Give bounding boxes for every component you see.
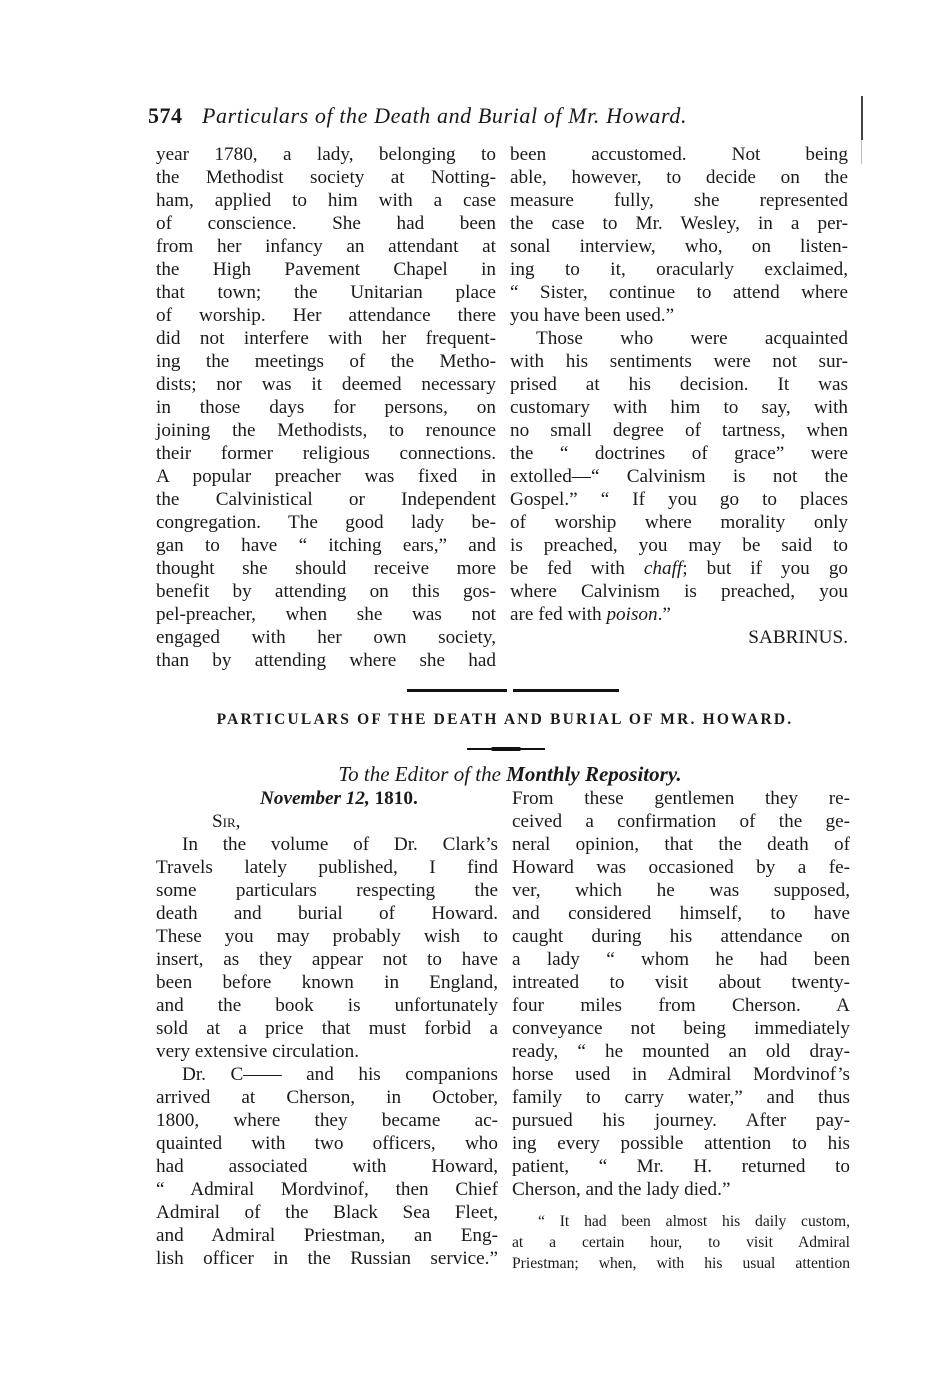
bottom-right-column [512, 787, 850, 1274]
italic-word-poison: poison [606, 604, 658, 625]
text-line: benefit by attending on this gos- [156, 581, 496, 602]
salutation: Sir, [212, 811, 241, 832]
text-line: ing every possible attention to his [512, 1133, 850, 1154]
text-line: thought she should receive more [156, 558, 496, 579]
text-line: 1800, where they became ac- [156, 1110, 498, 1131]
section-title: PARTICULARS OF THE DEATH AND BURIAL OF MR. HOWARD. [216, 711, 794, 728]
text-line: very extensive circulation. [156, 1041, 359, 1062]
top-left-column [156, 143, 496, 672]
text-line: neral opinion, that the death of [512, 834, 850, 855]
text-line: extolled—“ Calvinism is not the [510, 466, 848, 487]
text-line: sold at a price that must forbid a [156, 1018, 498, 1039]
text-line: ing the meetings of the Metho- [156, 351, 496, 372]
footnote [512, 1211, 850, 1274]
text-line: caught during his attendance on [512, 926, 850, 947]
text-line: pel-preacher, when she was not [156, 604, 496, 625]
text-line: From these gentlemen they re- [512, 788, 850, 809]
text-line: Dr. C—— and his companions [182, 1064, 498, 1085]
text-line: horse used in Admiral Mordvinof’s [512, 1064, 850, 1085]
text-line: able, however, to decide on the [510, 167, 848, 188]
italic-word-chaff: chaff [643, 558, 683, 579]
text-line: dists; nor was it deemed necessary [156, 374, 496, 395]
text-line: of worship. Her attendance there [156, 305, 496, 326]
text-line: four miles from Cherson. A [512, 995, 850, 1016]
text-line: conveyance not being immediately [512, 1018, 850, 1039]
text-line: “ Admiral Mordvinof, then Chief [156, 1179, 498, 1200]
text-line: prised at his decision. It was [510, 374, 848, 395]
text-line: the case to Mr. Wesley, in a per- [510, 213, 848, 234]
page-edge-mark [861, 96, 863, 140]
text-line: the “ doctrines of grace” were [510, 443, 848, 464]
text-line: you have been used.” [510, 305, 675, 326]
text-line: that town; the Unitarian place [156, 282, 496, 303]
text-line: Admiral of the Black Sea Fleet, [156, 1202, 498, 1223]
text-line: the Calvinistical or Independent [156, 489, 496, 510]
text-line: Cherson, and the lady died.” [512, 1179, 731, 1200]
text-line: ing to it, oracularly exclaimed, [510, 259, 848, 280]
text-line: of conscience. She had been [156, 213, 496, 234]
text-fragment: are fed with [510, 604, 602, 625]
running-head [148, 103, 848, 133]
text-line: A popular preacher was fixed in [156, 466, 496, 487]
text-line: been accustomed. Not being [510, 144, 848, 165]
text-line: insert, as they appear not to have [156, 949, 498, 970]
text-line: lish officer in the Russian service.” [156, 1248, 498, 1269]
text-line: no small degree of tartness, when [510, 420, 848, 441]
text-line: quainted with two officers, who [156, 1133, 498, 1154]
text-line: intreated to visit about twenty- [512, 972, 850, 993]
text-line: of worship where morality only [510, 512, 848, 533]
text-line: and the book is unfortunately [156, 995, 498, 1016]
title-divider-rule [467, 748, 545, 750]
editor-address-text: To the Editor of the [338, 762, 501, 786]
text-line: a lady “ whom he had been [512, 949, 850, 970]
text-line: their former religious connections. [156, 443, 496, 464]
text-fragment: be fed with [510, 558, 625, 579]
text-line-chaff [510, 557, 848, 580]
text-line: Those who were acquainted [536, 328, 848, 349]
text-line: Gospel.” “ If you go to places [510, 489, 848, 510]
text-line: pursued his journey. After pay- [512, 1110, 850, 1131]
text-line: Travels lately published, I find [156, 857, 498, 878]
signature: SABRINUS. [748, 627, 848, 648]
text-line: where Calvinism is preached, you [510, 581, 848, 602]
text-line: family to carry water,” and thus [512, 1087, 850, 1108]
footnote-line: “ It had been almost his daily custom, [538, 1213, 850, 1230]
text-line: measure fully, she represented [510, 190, 848, 211]
bottom-left-column [156, 787, 498, 1270]
text-line-poison [510, 603, 848, 626]
text-line: ver, which he was supposed, [512, 880, 850, 901]
date-month: November 12, [260, 788, 370, 809]
text-line: the High Pavement Chapel in [156, 259, 496, 280]
text-line: “ Sister, continue to attend where [510, 282, 848, 303]
text-line: did not interfere with her frequent- [156, 328, 496, 349]
text-line: some particulars respecting the [156, 880, 498, 901]
text-line: than by attending where she had [156, 650, 496, 671]
text-fragment: ; but if you go [682, 558, 849, 579]
text-line: engaged with her own society, [156, 627, 496, 648]
text-line: ready, “ he mounted an old dray- [512, 1041, 850, 1062]
text-line: had associated with Howard, [156, 1156, 498, 1177]
text-line: in those days for persons, on [156, 397, 496, 418]
text-line: and Admiral Priestman, an Eng- [156, 1225, 498, 1246]
text-line: In the volume of Dr. Clark’s [182, 834, 498, 855]
editor-address [160, 762, 860, 787]
text-line: joining the Methodists, to renounce [156, 420, 496, 441]
text-line: These you may probably wish to [156, 926, 498, 947]
editor-address-publication: Monthly Repository. [506, 762, 682, 786]
text-line: the Methodist society at Notting- [156, 167, 496, 188]
running-title: Particulars of the Death and Burial of Mr. Howard. [202, 103, 688, 128]
text-line: been before known in England, [156, 972, 498, 993]
text-line: death and burial of Howard. [156, 903, 498, 924]
text-line: Howard was occasioned by a fe- [512, 857, 850, 878]
footnote-line: Priestman; when, with his usual attention [512, 1255, 850, 1272]
footnote-line: at a certain hour, to visit Admiral [512, 1234, 850, 1251]
text-line: with his sentiments were not sur- [510, 351, 848, 372]
page-edge-mark-faint [861, 140, 862, 164]
text-line: gan to have “ itching ears,” and [156, 535, 496, 556]
text-line: customary with him to say, with [510, 397, 848, 418]
footnote-gap [512, 1201, 850, 1211]
text-line: congregation. The good lady be- [156, 512, 496, 533]
text-line: is preached, you may be said to [510, 535, 848, 556]
text-line: from her infancy an attendant at [156, 236, 496, 257]
text-line: ceived a confirmation of the ge- [512, 811, 850, 832]
page-number: 574 [148, 103, 183, 128]
letter-date [156, 787, 498, 810]
text-line: and considered himself, to have [512, 903, 850, 924]
text-line: arrived at Cherson, in October, [156, 1087, 498, 1108]
date-year: 1810. [374, 788, 418, 809]
text-line: sonal interview, who, on listen- [510, 236, 848, 257]
text-line: year 1780, a lady, belonging to [156, 144, 496, 165]
text-line: ham, applied to him with a case [156, 190, 496, 211]
section-divider-rule [407, 689, 619, 692]
text-line: patient, “ Mr. H. returned to [512, 1156, 850, 1177]
text-fragment: .” [657, 604, 671, 625]
top-right-column [510, 143, 848, 649]
